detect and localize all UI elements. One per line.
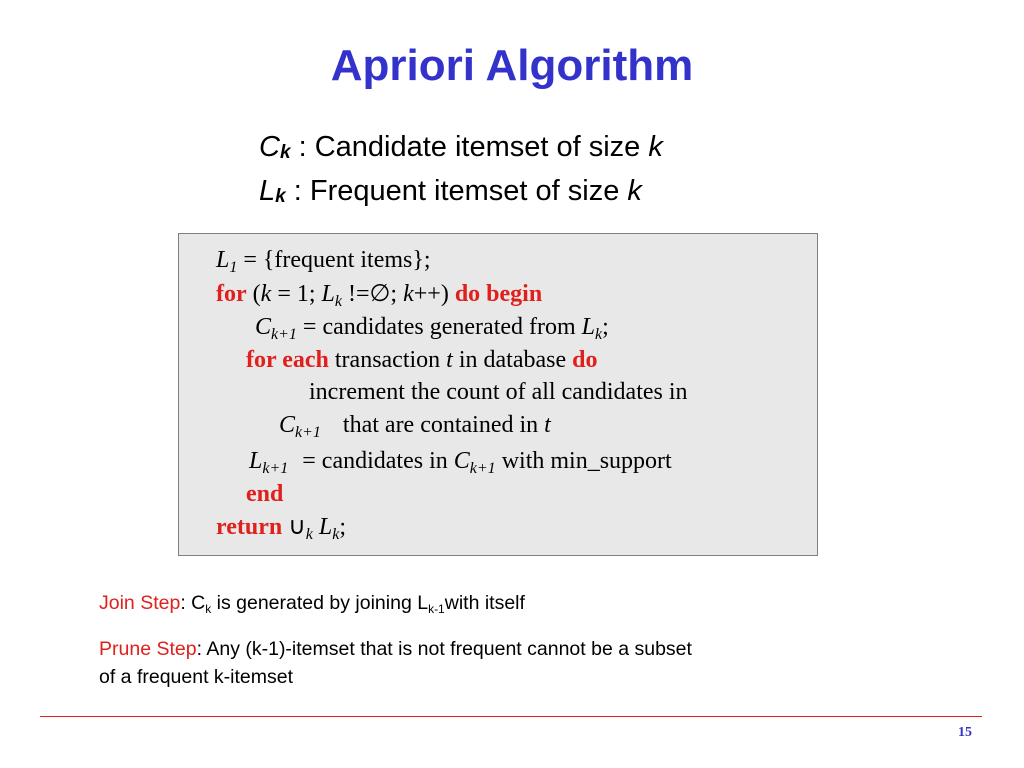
algo-line-6: $C_{k+1}$ that are contained in t (279, 412, 551, 441)
page-number: 15 (958, 725, 972, 740)
algo-line-9: return $\cup_k$ $L_k$; (216, 514, 347, 543)
algo-line-5: increment the count of all candidates in (309, 379, 688, 405)
definitions (259, 127, 663, 215)
join-step-label: Join Step (99, 592, 181, 614)
algo-line-1: $L_1$ = {frequent items}; (216, 247, 431, 276)
algo-line-3: $C_{k+1}$ = candidates generated from $L_k$; (255, 314, 609, 343)
prune-step: Prune Step: Any (k-1)-itemset that is not frequent cannot be a subset of a frequent k-itemset (99, 638, 692, 688)
slide-title: Apriori Algorithm (330, 41, 694, 90)
definition-candidate: $C_k$ : Candidate itemset of size k (259, 131, 663, 163)
prune-step-label: Prune Step (99, 638, 197, 660)
algo-line-2: for (k = 1; $L_k$ !=∅; k++) do begin (216, 281, 543, 310)
algorithm-pseudocode-box (178, 233, 818, 556)
algo-line-7: $L_{k+1}$ = candidates in $C_{k+1}$ with min_support (249, 448, 672, 477)
join-step: Join Step: $C_k$ is generated by joining $L_{k-1}with$ itself (99, 592, 525, 616)
definition-frequent: $L_k$ : Frequent itemset of size k (259, 175, 642, 207)
footer-divider (40, 716, 982, 717)
algo-line-4: for each transaction t in database do (246, 347, 598, 373)
algo-line-8: end (246, 481, 284, 507)
